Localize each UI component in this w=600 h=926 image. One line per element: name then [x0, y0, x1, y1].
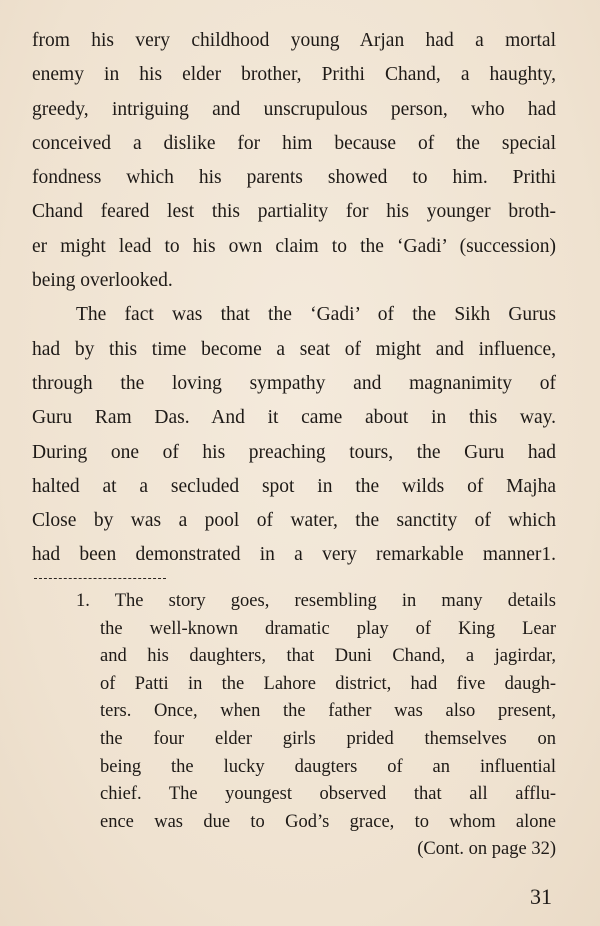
footnote-line: being the lucky daugters of an influential — [100, 756, 556, 777]
paragraph-1 — [32, 24, 556, 298]
footnote-continuation: (Cont. on page 32) — [417, 839, 556, 860]
text-line: Chand feared lest this partiality for his younger broth- — [32, 201, 556, 223]
page-number: 31 — [530, 884, 552, 909]
footnote-line: the well-known dramatic play of King Lear — [100, 618, 556, 639]
main-text — [32, 24, 556, 573]
text-line: from his very childhood young Arjan had a mortal — [32, 30, 556, 51]
text-line: The fact was that the ‘Gadi’ of the Sikh Gurus — [76, 304, 556, 326]
footnote-line: and his daughters, that Duni Chand, a jagirdar, — [100, 646, 556, 667]
text-line: er might lead to his own claim to the ‘Gadi’ (succession) — [32, 235, 556, 257]
footnote-line: ence was due to God’s grace, to whom alone — [100, 811, 556, 832]
text-line: fondness which his parents showed to him. Prithi — [32, 167, 556, 189]
text-line: had by this time become a seat of might and influence, — [32, 338, 556, 360]
text-line: conceived a dislike for him because of the special — [32, 132, 556, 154]
text-line: greedy, intriguing and unscrupulous person, who had — [32, 98, 556, 120]
text-line: had been demonstrated in a very remarkable manner1. — [32, 544, 556, 566]
footnote-line: ters. Once, when the father was also present, — [100, 701, 556, 722]
paragraph-2 — [32, 298, 556, 572]
text-line: During one of his preaching tours, the Guru had — [32, 441, 556, 463]
footnote-line: 1. The story goes, resembling in many details — [76, 591, 556, 611]
text-line: through the loving sympathy and magnanimity of — [32, 372, 556, 394]
footnote — [76, 588, 556, 864]
footnote-line: chief. The youngest observed that all afflu- — [100, 784, 556, 805]
footnote-line: of Patti in the Lahore district, had five daugh- — [100, 673, 556, 694]
footnote-separator — [34, 578, 166, 579]
text-line: Guru Ram Das. And it came about in this way. — [32, 407, 556, 429]
text-line: enemy in his elder brother, Prithi Chand, a haughty, — [32, 64, 556, 86]
footnote-line: the four elder girls prided themselves on — [100, 728, 556, 749]
text-line: halted at a secluded spot in the wilds of Majha — [32, 475, 556, 497]
text-line: Close by was a pool of water, the sanctity of which — [32, 510, 556, 532]
text-line: being overlooked. — [32, 270, 173, 292]
